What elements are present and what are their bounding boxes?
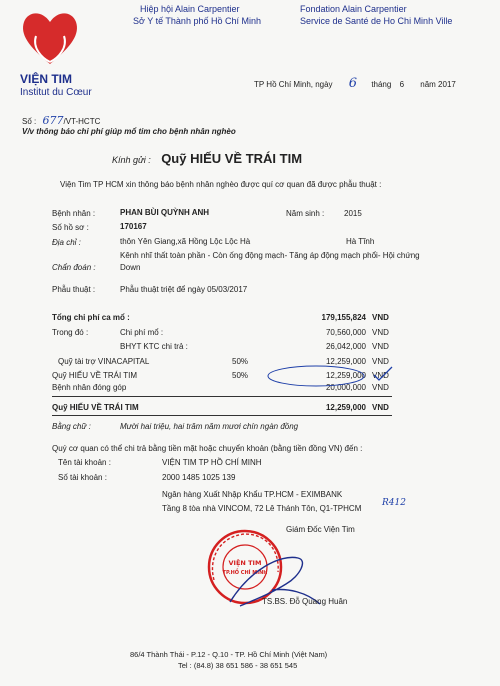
- fund-total-label: Quỹ HIẾU VỀ TRÁI TIM: [52, 403, 139, 412]
- cost-row-label: Bệnh nhân đóng góp: [52, 383, 127, 392]
- date-prefix: TP Hồ Chí Minh, ngày: [254, 80, 333, 89]
- header-right-line2: Service de Santé de Ho Chi Minh Ville: [300, 16, 453, 26]
- account-number: 2000 1485 1025 139: [162, 473, 236, 482]
- pen-ellipse-icon: [266, 363, 396, 389]
- cost-row-currency: VND: [372, 371, 389, 380]
- account-name-label: Tên tài khoản :: [58, 458, 111, 467]
- cost-row-label: Quỹ tài trợ VINACAPITAL: [58, 357, 150, 366]
- ref-subject: V/v thông báo chi phí giúp mổ tim cho bệnh nhân nghèo: [22, 127, 236, 136]
- ref-suffix: /VT-HCTC: [63, 117, 101, 126]
- signature-scribble-icon: [210, 540, 330, 620]
- footer-address: 86/4 Thành Thái - P.12 - Q.10 - TP. Hồ Chí Minh (Việt Nam): [130, 650, 328, 659]
- date-month-label: tháng: [371, 80, 392, 89]
- recipient: [112, 150, 302, 168]
- amount-in-words-label: Bằng chữ :: [52, 422, 91, 431]
- handwritten-initials: R412: [382, 498, 406, 508]
- patient-name-label: Bệnh nhân :: [52, 209, 96, 218]
- cost-row-percent: 50%: [232, 371, 249, 380]
- cost-row-currency: VND: [372, 357, 389, 366]
- account-number-label: Số tài khoản :: [58, 473, 107, 482]
- amount-in-words: Mười hai triệu, hai trăm năm mươi chín ngàn đồng: [120, 422, 299, 431]
- breakdown-label: Trong đó :: [52, 328, 89, 337]
- cost-row-label: BHYT KTC chi trả :: [120, 342, 188, 351]
- address-label: Địa chỉ :: [52, 238, 81, 247]
- fund-total-currency: VND: [372, 403, 389, 412]
- date-year: năm 2017: [420, 80, 456, 89]
- address: thôn Yên Giang,xã Hồng Lộc Lộc Hà: [120, 237, 251, 246]
- cost-row-percent: 50%: [232, 357, 249, 366]
- fund-total-amount: 12,259,000: [325, 403, 366, 412]
- signer-name: TS.BS. Đỗ Quang Huân: [262, 597, 348, 606]
- patient-name: PHAN BÙI QUỲNH ANH: [120, 208, 210, 217]
- bank-address: Tầng 8 tòa nhà VINCOM, 72 Lê Thánh Tôn, Q1-TPHCM: [162, 504, 362, 513]
- cost-row-amount: 12,259,000: [325, 371, 366, 380]
- signer-title: Giám Đốc Viện Tim: [286, 525, 355, 534]
- recipient-name: Quỹ HIẾU VỀ TRÁI TIM: [161, 151, 303, 166]
- diagnosis-line1: Kênh nhĩ thất toàn phần - Còn ống động mạch- Tăng áp động mạch phổi- Hội chứng: [120, 251, 420, 260]
- header-left-line2: Sở Y tế Thành phố Hồ Chí Minh: [133, 16, 261, 26]
- total-cost-label: Tổng chi phí ca mổ :: [52, 313, 130, 322]
- header-right-line1: Fondation Alain Carpentier: [300, 4, 407, 14]
- cost-row-amount: 12,259,000: [325, 357, 366, 366]
- diagnosis-line2: Down: [120, 263, 141, 272]
- cost-row-currency: VND: [372, 328, 389, 337]
- surgery-label: Phẫu thuật :: [52, 285, 96, 294]
- logo-subtitle: Institut du Cœur: [20, 87, 92, 98]
- bank-name: Ngân hàng Xuất Nhập Khẩu TP.HCM - EXIMBANK: [162, 490, 343, 499]
- total-cost-amount: 179,155,824: [321, 313, 366, 322]
- footer-phone: Tel : (84.8) 38 651 586 - 38 651 545: [178, 661, 298, 670]
- date-month: 6: [399, 80, 405, 89]
- file-label: Số hồ sơ :: [52, 223, 89, 232]
- cost-row-currency: VND: [372, 342, 389, 351]
- ref-number: 677: [42, 114, 64, 127]
- divider-line: [52, 415, 392, 416]
- surgery: Phẫu thuật triệt để ngày 05/03/2017: [120, 285, 248, 294]
- cost-row-amount: 26,042,000: [325, 342, 366, 351]
- svg-text:VIỆN TIM: VIỆN TIM: [228, 559, 262, 567]
- heart-logo-icon: [20, 8, 80, 68]
- intro-text: Viện Tim TP HCM xin thông báo bệnh nhân nghèo được quí cơ quan đã được phẫu thuật :: [60, 180, 382, 189]
- date-line: [254, 76, 456, 91]
- birth-label: Năm sinh :: [286, 209, 325, 218]
- file-number: 170167: [120, 222, 147, 231]
- cost-row-currency: VND: [372, 383, 389, 392]
- recipient-label: Kính gửi :: [112, 155, 151, 165]
- header-left-line1: Hiệp hội Alain Carpentier: [140, 4, 240, 14]
- diagnosis-label: Chẩn đoán :: [52, 263, 96, 272]
- svg-text:TP.HỒ CHÍ MINH: TP.HỒ CHÍ MINH: [222, 570, 268, 576]
- birth-year: 2015: [344, 209, 362, 218]
- date-day: 6: [348, 76, 358, 91]
- divider-line: [52, 396, 392, 397]
- account-name: VIỆN TIM TP HỒ CHÍ MINH: [162, 458, 262, 467]
- ref-label: Số :: [22, 117, 37, 126]
- cost-row-label: Quỹ HIẾU VỀ TRÁI TIM: [52, 371, 138, 380]
- cost-row-amount: 70,560,000: [325, 328, 366, 337]
- province: Hà Tĩnh: [346, 237, 375, 246]
- cost-row-label: Chi phí mổ :: [120, 328, 164, 337]
- cost-row-amount: 20,000,000: [325, 383, 366, 392]
- payment-intro: Quý cơ quan có thể chi trả bằng tiền mặt hoặc chuyển khoản (bằng tiền đồng VN) đến :: [52, 444, 363, 453]
- ref-number-line: [22, 114, 100, 127]
- total-cost-currency: VND: [372, 313, 389, 322]
- logo-name: VIỆN TIM: [20, 72, 73, 86]
